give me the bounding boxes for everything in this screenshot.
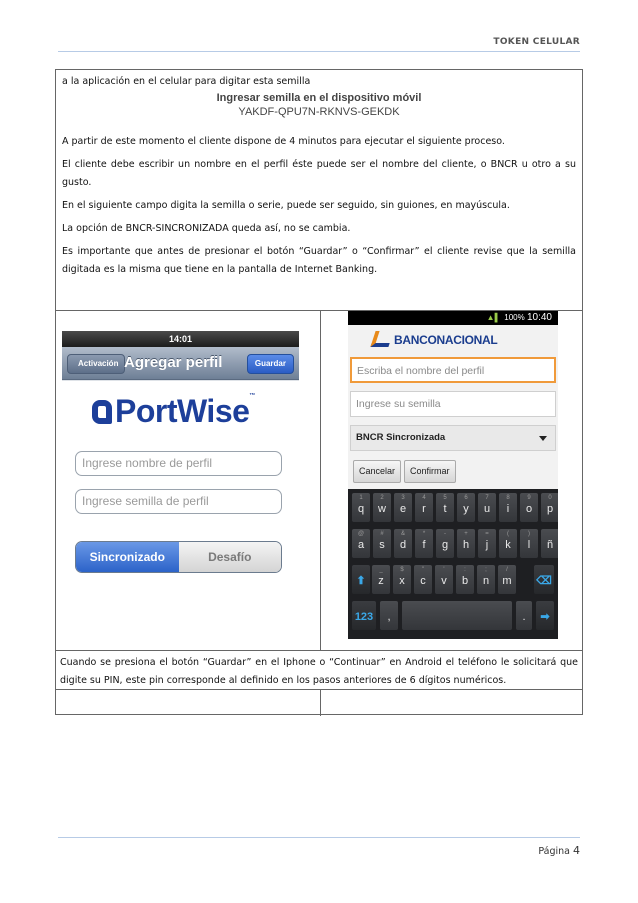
key-l[interactable]: ) l [520,529,538,558]
key-alt-label: 5 [443,495,447,501]
key-x[interactable]: $ x [393,565,411,594]
android-seed-field[interactable]: Ingrese su semilla [350,391,556,417]
key-alt-label: 3 [401,495,405,501]
key-alt-label: = [485,531,489,537]
empty-row-divider [320,690,321,716]
key-z[interactable]: _ z [372,565,390,594]
key-alt-label: 7 [485,495,489,501]
key-alt-label: 2 [380,495,384,501]
seed-code: YAKDF-QPU7N-RKNVS-GEKDK [238,106,400,118]
page-header-title: TOKEN CELULAR [493,37,580,47]
period-key[interactable]: . [516,601,532,630]
key-alt-label: / [506,567,508,573]
footer-rule [58,837,580,838]
android-cancel-button[interactable]: Cancelar [353,460,401,483]
portwise-tm: ™ [249,393,255,399]
key-alt-label: 1 [359,495,363,501]
android-time: 10:40 [526,312,552,323]
page-number [538,844,580,857]
key-alt-label: " [421,567,425,573]
key-alt-label: _ [379,567,383,573]
key-alt-label: 6 [464,495,468,501]
paragraph-seed-field: En el siguiente campo digita la semilla o serie, puede ser seguido, sin guiones, en mayúscula. [62,200,510,211]
portwise-logo [92,393,255,430]
key-t[interactable]: 5 t [436,493,454,522]
ios-profile-seed-field[interactable]: Ingrese semilla de perfil [75,489,282,514]
backspace-key-icon[interactable]: ⌫ [534,565,554,594]
banco-nacional-logo [373,331,497,347]
key-alt-label: $ [400,567,404,573]
iphone-screenshot [62,331,299,574]
seed-box [62,91,576,119]
android-status-bar [348,311,558,325]
portwise-mark-icon [92,400,112,424]
key-alt-label: * [422,531,426,537]
key-q[interactable]: 1 q [352,493,370,522]
ios-seg-challenge[interactable]: Desafío [179,542,282,572]
key-alt-label: ; [485,567,487,573]
ios-seg-synchronized[interactable]: Sincronizado [76,542,179,572]
key-alt-label: ' [443,567,445,573]
numbers-key[interactable]: 123 [352,601,376,630]
key-g[interactable]: - g [436,529,454,558]
conclusion-cell [56,651,582,690]
paragraph-profile-name: El cliente debe escribir un nombre en el perfil éste puede ser el nombre del cliente, o BNCR u otro a su gusto. [62,159,576,188]
android-keyboard [348,489,558,639]
intro-lead: a la aplicación en el celular para digitar esta semilla [62,76,311,87]
key-r[interactable]: 4 r [415,493,433,522]
enter-key-icon[interactable]: ➡ [536,601,554,630]
key-alt-label: @ [357,531,365,537]
android-profile-name-field[interactable]: Escriba el nombre del perfil [350,357,556,383]
key-d[interactable]: & d [394,529,412,558]
key-f[interactable]: * f [415,529,433,558]
android-sync-select[interactable] [350,425,556,451]
key-k[interactable]: ( k [499,529,517,558]
android-screenshot [348,311,558,639]
key-w[interactable]: 2 w [373,493,391,522]
conclusion-text: Cuando se presiona el botón “Guardar” en el Iphone o “Continuar” en Android el teléfono le solicitará que digite su PIN, este pin corresponde al definido en los pasos anteriores de 6 dígitos numéricos. [60,657,578,686]
screenshots-row [56,311,582,651]
ios-status-bar: 14:01 [62,331,299,347]
key-j[interactable]: = j [478,529,496,558]
shift-key-icon[interactable]: ⬆ [352,565,370,594]
key-alt-label: : [464,567,466,573]
key-alt-label: # [380,531,384,537]
chevron-down-icon [539,436,547,441]
key-alt-label: 9 [527,495,531,501]
space-key[interactable] [402,601,512,630]
key-e[interactable]: 3 e [394,493,412,522]
screenshots-divider [320,311,321,651]
seed-title: Ingresar semilla en el dispositivo móvil [216,92,422,104]
portwise-logo-text: PortWise [115,393,250,429]
key-p[interactable]: 0 p [541,493,558,522]
key-u[interactable]: 7 u [478,493,496,522]
key-h[interactable]: + h [457,529,475,558]
key-alt-label: ) [528,531,530,537]
bank-mark-icon [370,331,393,347]
key-alt-label: - [444,531,446,537]
paragraph-sync-option: La opción de BNCR-SINCRONIZADA queda así, no se cambia. [62,223,351,234]
comma-key[interactable]: , [380,601,398,630]
paragraph-time-limit: A partir de este momento el cliente dispone de 4 minutos para ejecutar el siguiente proceso. [62,136,505,147]
key-c[interactable]: " c [414,565,432,594]
android-sync-select-value: BNCR Sincronizada [356,432,446,443]
key-s[interactable]: # s [373,529,391,558]
key-i[interactable]: 8 i [499,493,517,522]
paragraph-verify: Es importante que antes de presionar el botón “Guardar” o “Confirmar” el cliente revise que la semilla digitada es la misma que tiene en la pantalla de Internet Banking. [62,246,576,275]
bank-logo-text: BANCONACIONAL [394,333,498,347]
ios-back-button[interactable]: Activación [67,354,125,374]
ios-nav-title: Agregar perfil [124,354,223,371]
ios-save-button[interactable]: Guardar [247,354,294,374]
android-confirm-button[interactable]: Confirmar [404,460,456,483]
ios-body [62,381,299,574]
ios-navigation-bar [62,347,299,380]
key-alt-label: & [400,531,405,537]
key-ñ[interactable]: ñ [541,529,558,558]
key-b[interactable]: : b [456,565,474,594]
header-rule [58,51,580,52]
instructions-cell [56,70,582,311]
key-n[interactable]: ; n [477,565,495,594]
ios-mode-segmented-control [75,541,282,573]
key-o[interactable]: 9 o [520,493,538,522]
key-alt-label: 8 [506,495,510,501]
key-alt-label: 0 [548,495,552,501]
battery-level: 100% [504,313,525,322]
key-alt-label: 4 [422,495,426,501]
key-v[interactable]: ' v [435,565,453,594]
key-a[interactable]: @ a [352,529,370,558]
key-y[interactable]: 6 y [457,493,475,522]
ios-profile-name-field[interactable]: Ingrese nombre de perfil [75,451,282,476]
key-m[interactable]: / m [498,565,516,594]
key-alt-label: ( [507,531,509,537]
page-label: Página [538,846,570,857]
page-number-value: 4 [573,844,580,857]
signal-icon: ▲▌ [486,313,501,322]
key-alt-label: + [464,531,468,537]
document-table [55,69,583,715]
